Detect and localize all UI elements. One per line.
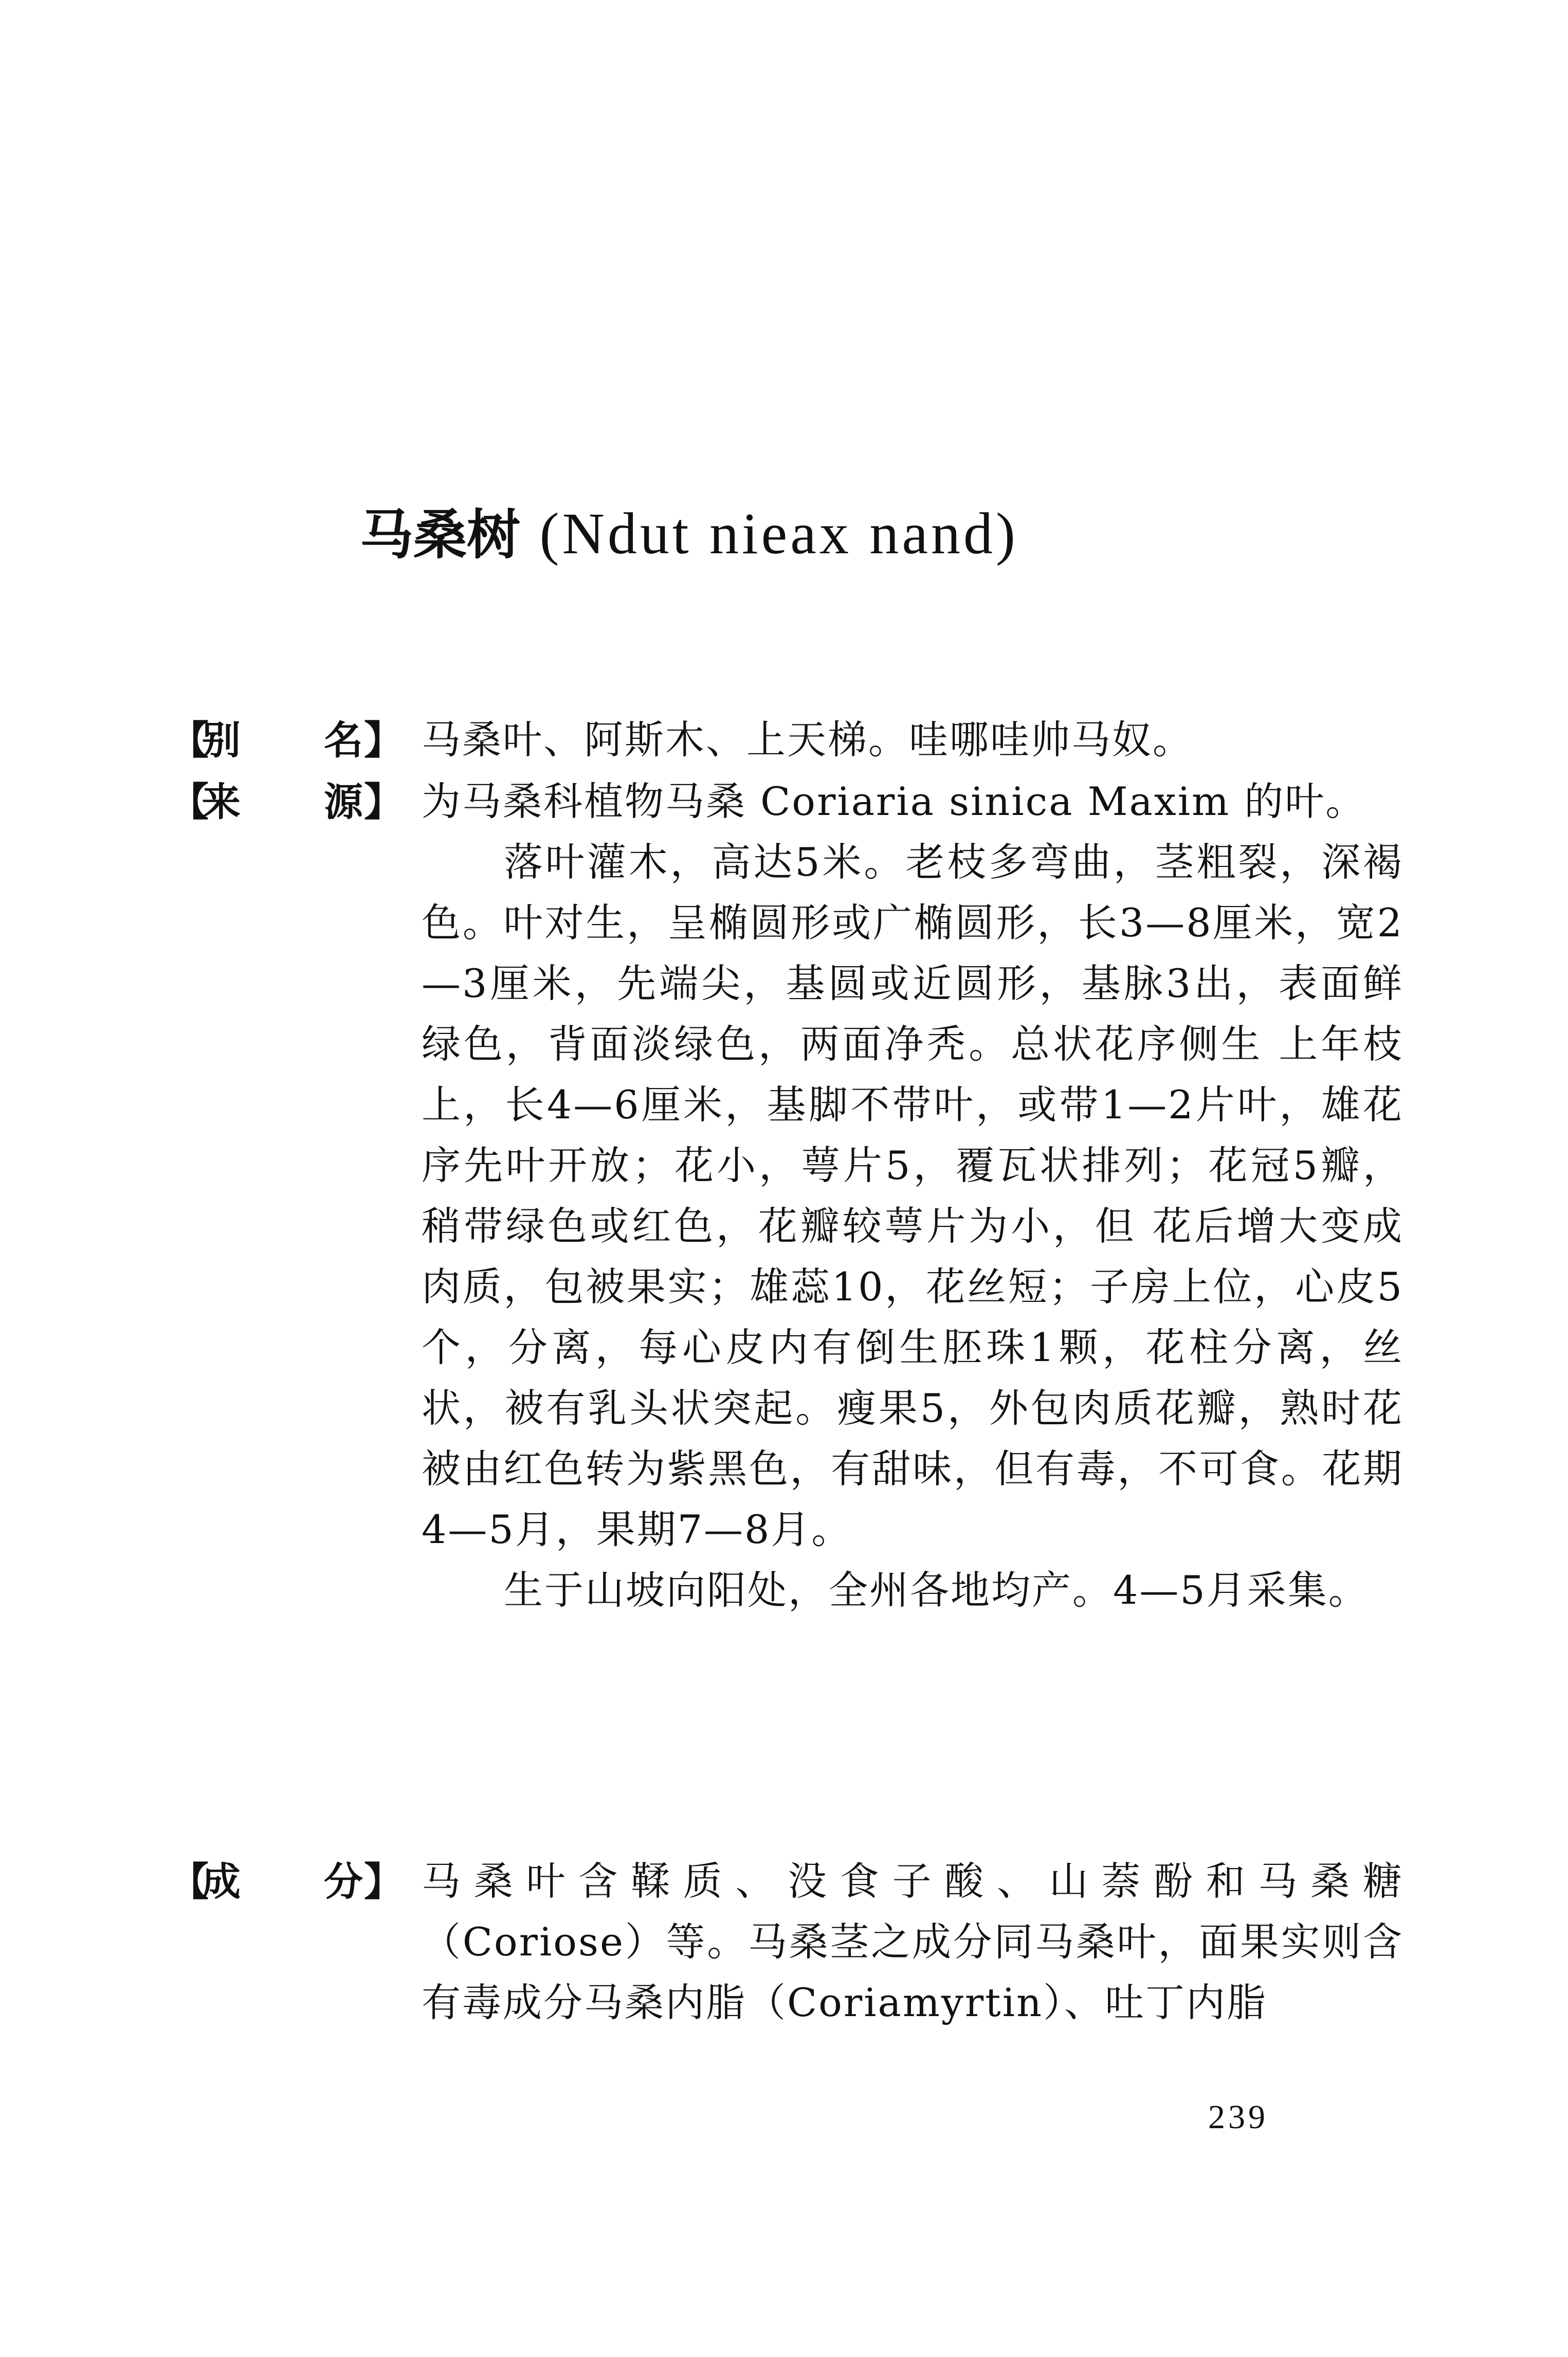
composition-label-close: 】	[364, 1859, 403, 1905]
title-latin: (Ndut nieax nand)	[539, 501, 1018, 566]
composition-label	[170, 1851, 411, 1913]
page-title	[360, 494, 1234, 573]
source-description: 落叶灌木，高达5米。老枝多弯曲，茎粗裂，深褐色。叶对生，呈椭圆形或广椭圆形，长3—8厘米，宽2—3厘米，先端尖，基圆或近圆形，基脉3出，表面鲜绿色，背面淡绿色，两面净秃。总状花序侧生 上年枝上，长4—6厘米，基脚不带叶，或带1—2片叶，雄花序先叶开放；花小，萼片5，覆瓦状排列；花冠5瓣，稍带绿色或红色，花瓣较萼片为小，但 花后增大变成肉质，包被果实；雄蕊10，花丝短；子房上位，心皮5个，分离，每心皮内有倒生胚珠1颗，花柱分离，丝状，被有乳头状突起。瘦果5，外包肉质花瓣，熟时花被由红色转为紫黑色，有甜味，但有毒，不可食。花期4—5月，果期7—8月。	[422, 839, 1403, 1552]
page-number: 239	[1208, 2098, 1268, 2136]
source-label	[170, 771, 411, 833]
source-label-char2: 源	[324, 779, 363, 825]
source-label-char1: 来	[202, 779, 241, 825]
composition-label-char1: 成	[202, 1859, 241, 1905]
alias-text-block	[422, 710, 1403, 770]
alias-text: 马桑叶、阿斯木、上天梯。哇哪哇帅马奴。	[422, 717, 1193, 763]
source-text-block	[422, 771, 1403, 1621]
alias-label	[170, 710, 411, 771]
title-chinese: 马桑树	[360, 503, 521, 566]
alias-label-char1: 别	[202, 717, 241, 763]
alias-label-open: 【	[170, 717, 209, 763]
alias-label-char2: 名	[324, 717, 363, 763]
source-label-close: 】	[364, 779, 403, 825]
alias-label-close: 】	[364, 717, 403, 763]
composition-text: 马桑叶含鞣质、没食子酸、山萘酚和马桑糖（Coriose）等。马桑茎之成分同马桑叶，面果实则含有毒成分马桑内脂（Coriamyrtin）、吐丁内脂	[422, 1858, 1403, 2025]
source-intro: 为马桑科植物马桑 Coriaria sinica Maxim 的叶。	[422, 778, 1366, 824]
source-label-open: 【	[170, 779, 209, 825]
composition-text-block	[422, 1851, 1403, 2033]
source-habitat: 生于山坡向阳处，全州各地均产。4—5月采集。	[504, 1567, 1369, 1613]
composition-label-open: 【	[170, 1859, 209, 1905]
composition-label-char2: 分	[324, 1859, 363, 1905]
